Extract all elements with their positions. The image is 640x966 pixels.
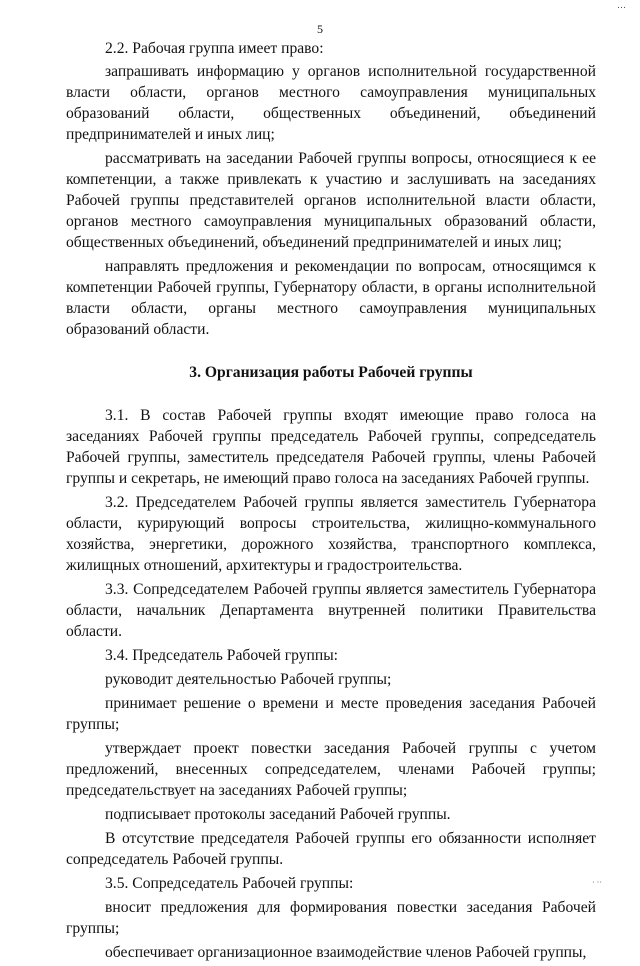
paragraph-request-information: запрашивать информацию у органов исполнительной государственной власти области, органов местного самоуправления муниципальных образований области, общественных объединений, объединений предпринимателей и иных лиц; xyxy=(66,63,596,143)
clause-3-5-item: вносит предложения для формирования повестки заседания Рабочей группы; xyxy=(66,899,596,937)
clause-3-4-item: руководит деятельностью Рабочей группы; xyxy=(105,671,392,688)
clause-3-4-item: принимает решение о времени и месте проведения заседания Рабочей группы; xyxy=(66,695,596,733)
footer-mark: · ·· xyxy=(592,878,602,887)
page-number: 5 xyxy=(317,22,323,36)
clause-3-4: 3.4. Председатель Рабочей группы: xyxy=(105,647,339,664)
clause-3-5-item: обеспечивает организационное взаимодействие членов Рабочей группы, xyxy=(105,944,587,961)
clause-3-4-item: подписывает протоколы заседаний Рабочей группы. xyxy=(105,806,451,823)
clause-3-4-item: В отсутствие председателя Рабочей группы его обязанности исполняет сопредседатель Рабочей группы. xyxy=(66,830,596,868)
section-heading: 3. Организация работы Рабочей группы xyxy=(189,364,473,381)
clause-3-4-item: утверждает проект повестки заседания Рабочей группы с учетом предложений, внесенных сопредседателем, членами Рабочей группы; председательствует на заседаниях Рабочей группы; xyxy=(66,740,596,799)
clause-3-3: 3.3. Сопредседателем Рабочей группы является заместитель Губернатора области, начальник Департамента внутренней политики Правительства области. xyxy=(66,581,596,640)
clause-3-5: 3.5. Сопредседатель Рабочей группы: xyxy=(105,875,354,892)
document-body xyxy=(66,38,596,966)
paragraph-consider-questions: рассматривать на заседании Рабочей группы вопросы, относящиеся к ее компетенции, а также привлекать к участию и заслушивать на заседаниях Рабочей группы представителей органов исполнительной власти области, органов местного самоуправления муниципальных образований области, общественных объединений, объединений предпринимателей и иных лиц; xyxy=(66,150,596,251)
corner-mark: … xyxy=(617,0,626,10)
clause-3-1: 3.1. В состав Рабочей группы входят имеющие право голоса на заседаниях Рабочей группы председатель Рабочей группы, сопредседатель Рабочей группы, заместитель председателя Рабочей группы, члены Рабочей группы и секретарь, не имеющий право голоса на заседаниях Рабочей группы. xyxy=(66,407,596,487)
paragraph-send-proposals: направлять предложения и рекомендации по вопросам, относящимся к компетенции Рабочей группы, Губернатору области, в органы исполнительной власти области, органы местного самоуправления муниципальных образований области. xyxy=(66,258,596,338)
clause-2-2: 2.2. Рабочая группа имеет право: xyxy=(105,40,324,57)
clause-3-2: 3.2. Председателем Рабочей группы является заместитель Губернатора области, курирующий вопросы строительства, жилищно-коммунального хозяйства, энергетики, дорожного хозяйства, транспортного комплекса, жилищных отношений, архитектуры и градостроительства. xyxy=(66,494,596,574)
